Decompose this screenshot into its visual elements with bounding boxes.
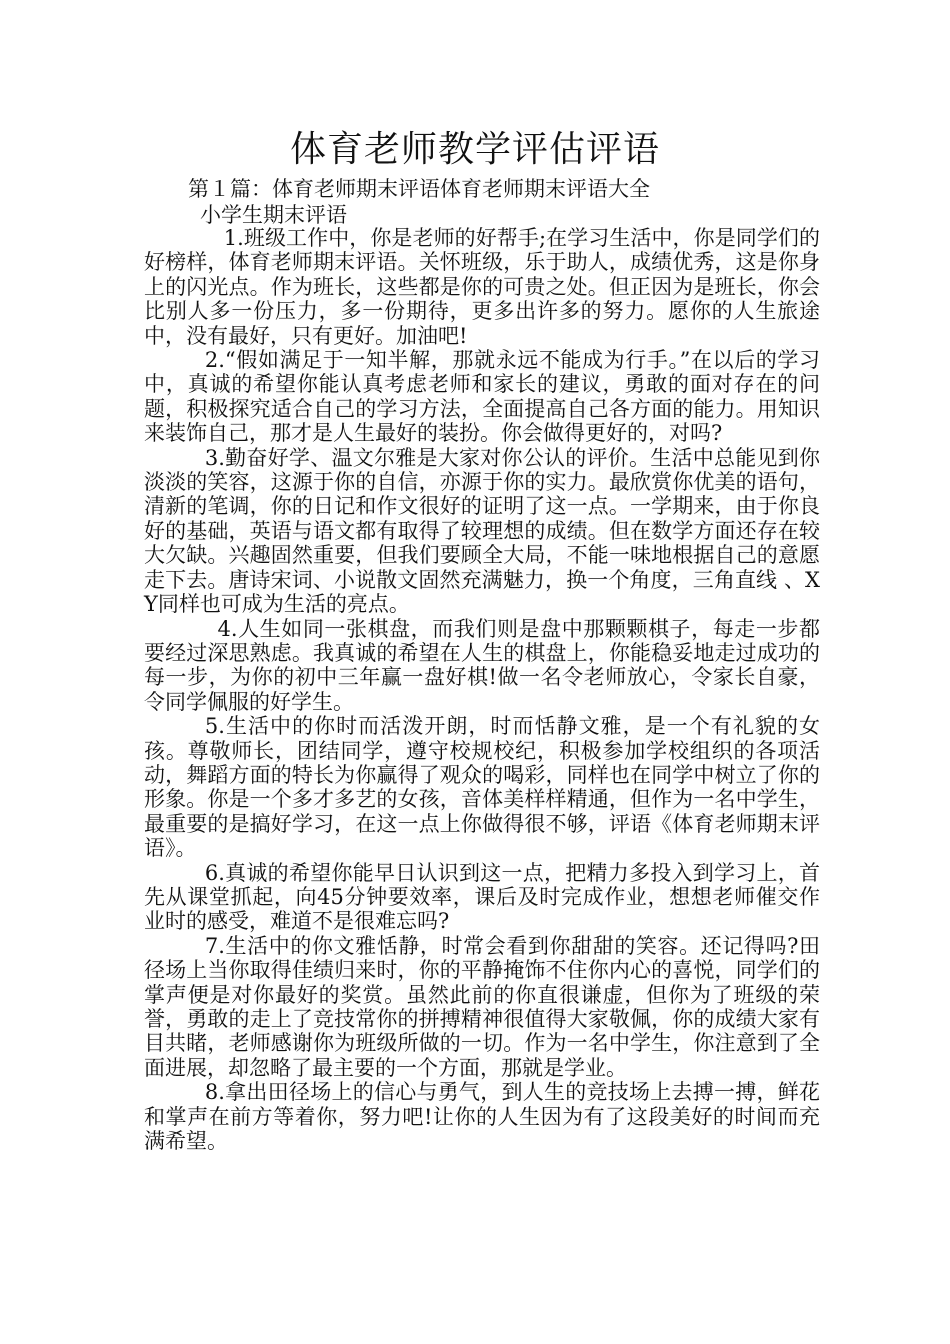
section-label: 小学生期末评语 (200, 203, 347, 227)
comment-paragraph-5: 5.生活中的你时而活泼开朗，时而恬静文雅，是一个有礼貌的女孩。尊敬师长，团结同学，遵守校规校纪，积极参加学校组织的各项活动，舞蹈方面的特长为你赢得了观众的喝彩，同样也在同学中树立了你的形象。你是一个多才多艺的女孩，音体美样样精通，但作为一名中学生，最重要的是搞好学习，在这一点上你做得很不够，评语《体育老师期末评语》。 (144, 714, 820, 861)
comment-paragraph-7: 7.生活中的你文雅恬静，时常会看到你甜甜的笑容。还记得吗?田径场上当你取得佳绩归来时，你的平静掩饰不住你内心的喜悦，同学们的掌声便是对你最好的奖赏。虽然此前的你直很谦虚，但你为了班级的荣誉，勇敢的走上了竞技常你的拼搏精神很值得大家敬佩，你的成绩大家有目共睹，老师感谢你为班级所做的一切。作为一名中学生，你注意到了全面进展，却忽略了最主要的一个方面，那就是学业。 (144, 933, 820, 1080)
comment-paragraph-1: 1.班级工作中，你是老师的好帮手;在学习生活中，你是同学们的好榜样，体育老师期末评语。关怀班级，乐于助人，成绩优秀，这是你身上的闪光点。作为班长，这些都是你的可贵之处。但正因为是班长，你会比别人多一份压力，多一份期待，更多出许多的努力。愿你的人生旅途中，没有最好，只有更好。加油吧! (144, 226, 820, 348)
comment-paragraph-8: 8.拿出田径场上的信心与勇气，到人生的竞技场上去搏一搏，鲜花和掌声在前方等着你，努力吧!让你的人生因为有了这段美好的时间而充满希望。 (144, 1080, 820, 1154)
comment-paragraph-3: 3.勤奋好学、温文尔雅是大家对你公认的评价。生活中总能见到你淡淡的笑容，这源于你的自信，亦源于你的实力。最欣赏你优美的语句，清新的笔调，你的日记和作文很好的证明了这一点。一学期来，由于你良好的基础，英语与语文都有取得了较理想的成绩。但在数学方面还存在较大欠缺。兴趣固然重要，但我们要顾全大局，不能一味地根据自己的意愿走下去。唐诗宋词、小说散文固然充满魅力，换一个角度，三角直线 、XY同样也可成为生活的亮点。 (144, 445, 820, 617)
comment-paragraph-4: 4.人生如同一张棋盘，而我们则是盘中那颗颗棋子，每走一步都要经过深思熟虑。我真诚的希望在人生的棋盘上，你能稳妥地走过成功的每一步，为你的初中三年赢一盘好棋!做一名令老师放心，令家长自豪，令同学佩服的好学生。 (144, 616, 820, 714)
document-title: 体育老师教学评估评语 (289, 129, 660, 170)
article-heading: 第１篇：体育老师期末评语体育老师期末评语大全 (188, 177, 650, 201)
comment-paragraph-2: 2.“假如满足于一知半解，那就永远不能成为行手。”在以后的学习中，真诚的希望你能认真考虑老师和家长的建议，勇敢的面对存在的问题，积极探究适合自己的学习方法，全面提高自己各方面的能力。用知识来装饰自己，那才是人生最好的装扮。你会做得更好的，对吗? (144, 348, 820, 446)
comment-paragraph-6: 6.真诚的希望你能早日认识到这一点，把精力多投入到学习上，首先从课堂抓起，向45分钟要效率，课后及时完成作业，想想老师催交作业时的感受，难道不是很难忘吗? (144, 860, 820, 934)
document-body (144, 226, 820, 1153)
